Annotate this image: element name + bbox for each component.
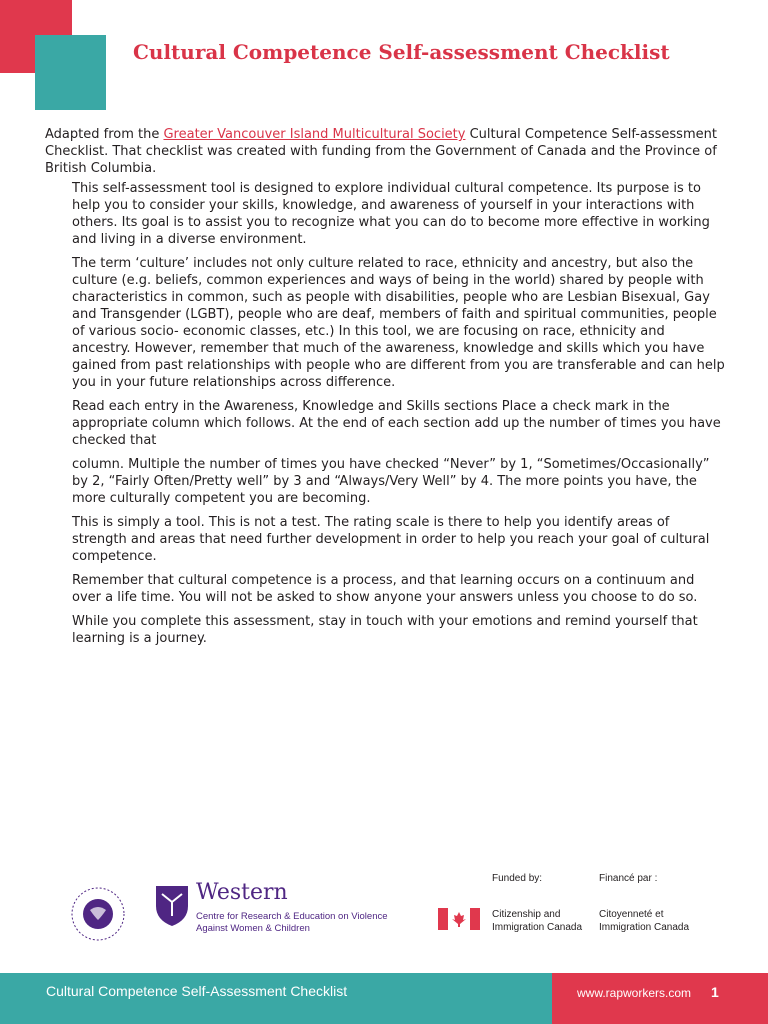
department-name-fr <box>599 908 689 934</box>
western-logo <box>154 880 388 944</box>
paragraph-purpose: This self-assessment tool is designed to explore individual cultural competence. Its purpose is to help you to consider your skills, knowledge, and awareness of yourself in your interactions with others. Its goal is to assist you to recognize what you can do to become more effective in working and living in a diverse environment. <box>72 181 710 247</box>
document-body <box>45 126 725 654</box>
footer-title-bar <box>0 973 552 1024</box>
department-en-line-1: Citizenship and <box>492 909 561 920</box>
western-crest-icon <box>154 884 190 928</box>
footer-website-link[interactable]: www.rapworkers.com <box>577 986 692 1000</box>
intro-paragraph <box>45 126 725 177</box>
paragraph-process: Remember that cultural competence is a process, and that learning occurs on a continuum and over a life time. You will not be asked to show anyone your answers unless you choose to do so. <box>72 573 698 605</box>
page-title: Cultural Competence Self-assessment Checklist <box>133 40 670 64</box>
department-name-en <box>492 908 582 934</box>
source-link[interactable]: Greater Vancouver Island Multicultural Society <box>163 127 466 142</box>
footer-url-bar <box>552 973 768 1024</box>
funded-by-label-en: Funded by: <box>492 873 543 884</box>
womens-centre-seal-logo <box>68 878 130 958</box>
western-centre-name: Centre for Research & Education on Violence Against Women & Children <box>196 911 388 934</box>
footer-title: Cultural Competence Self-Assessment Checklist <box>46 983 348 999</box>
intro-text-before: Adapted from the <box>45 127 164 142</box>
corner-decoration-teal <box>35 35 106 110</box>
paragraph-culture-definition: The term ‘culture’ includes not only culture related to race, ethnicity and ancestry, but also the culture (e.g. beliefs, common experiences and ways of being in the world) shared by people with characteristics in common, such as people with disabilities, people who are Lesbian Bisexual, Gay and Transgender (LGBT), people who are deaf, members of faith and spiritual communities, people of various socio- economic classes, etc.) In this tool, we are focusing on race, ethnicity and ancestry. However, remember that much of the awareness, knowledge and skills which you have gained from past relationships with people who are different from you are transferable and can help you in your future relationships across difference. <box>72 256 725 390</box>
paragraph-not-a-test: This is simply a tool. This is not a test. The rating scale is there to help you identify areas of strength and areas that need further development in order to help you reach your goal of cultural competence. <box>72 515 710 564</box>
funded-by-label-fr: Financé par : <box>599 873 658 884</box>
funding-acknowledgement <box>436 870 736 940</box>
department-fr-line-1: Citoyenneté et <box>599 909 664 920</box>
department-fr-line-2: Immigration Canada <box>599 922 690 933</box>
intro-text-after: Cultural Competence Self-assessment Checklist. That checklist was created with funding from the Government of Canada and the Province of British Columbia. <box>45 127 717 176</box>
western-wordmark: Western <box>196 880 288 905</box>
paragraph-instructions: Read each entry in the Awareness, Knowledge and Skills sections Place a check mark in the appropriate column which follows. At the end of each section add up the number of times you have checked that <box>72 399 721 448</box>
partner-logos <box>68 878 388 958</box>
department-en-line-2: Immigration Canada <box>492 922 583 933</box>
paragraph-journey: While you complete this assessment, stay in touch with your emotions and remind yourself that learning is a journey. <box>72 614 698 646</box>
canada-flag-icon <box>438 908 480 930</box>
page-number: 1 <box>711 984 719 1000</box>
paragraph-scoring: column. Multiple the number of times you have checked “Never” by 1, “Sometimes/Occasionally” by 2, “Fairly Often/Pretty well” by 3 and “Always/Very Well” by 4. The more points you have, the more culturally competent you are becoming. <box>72 457 710 506</box>
